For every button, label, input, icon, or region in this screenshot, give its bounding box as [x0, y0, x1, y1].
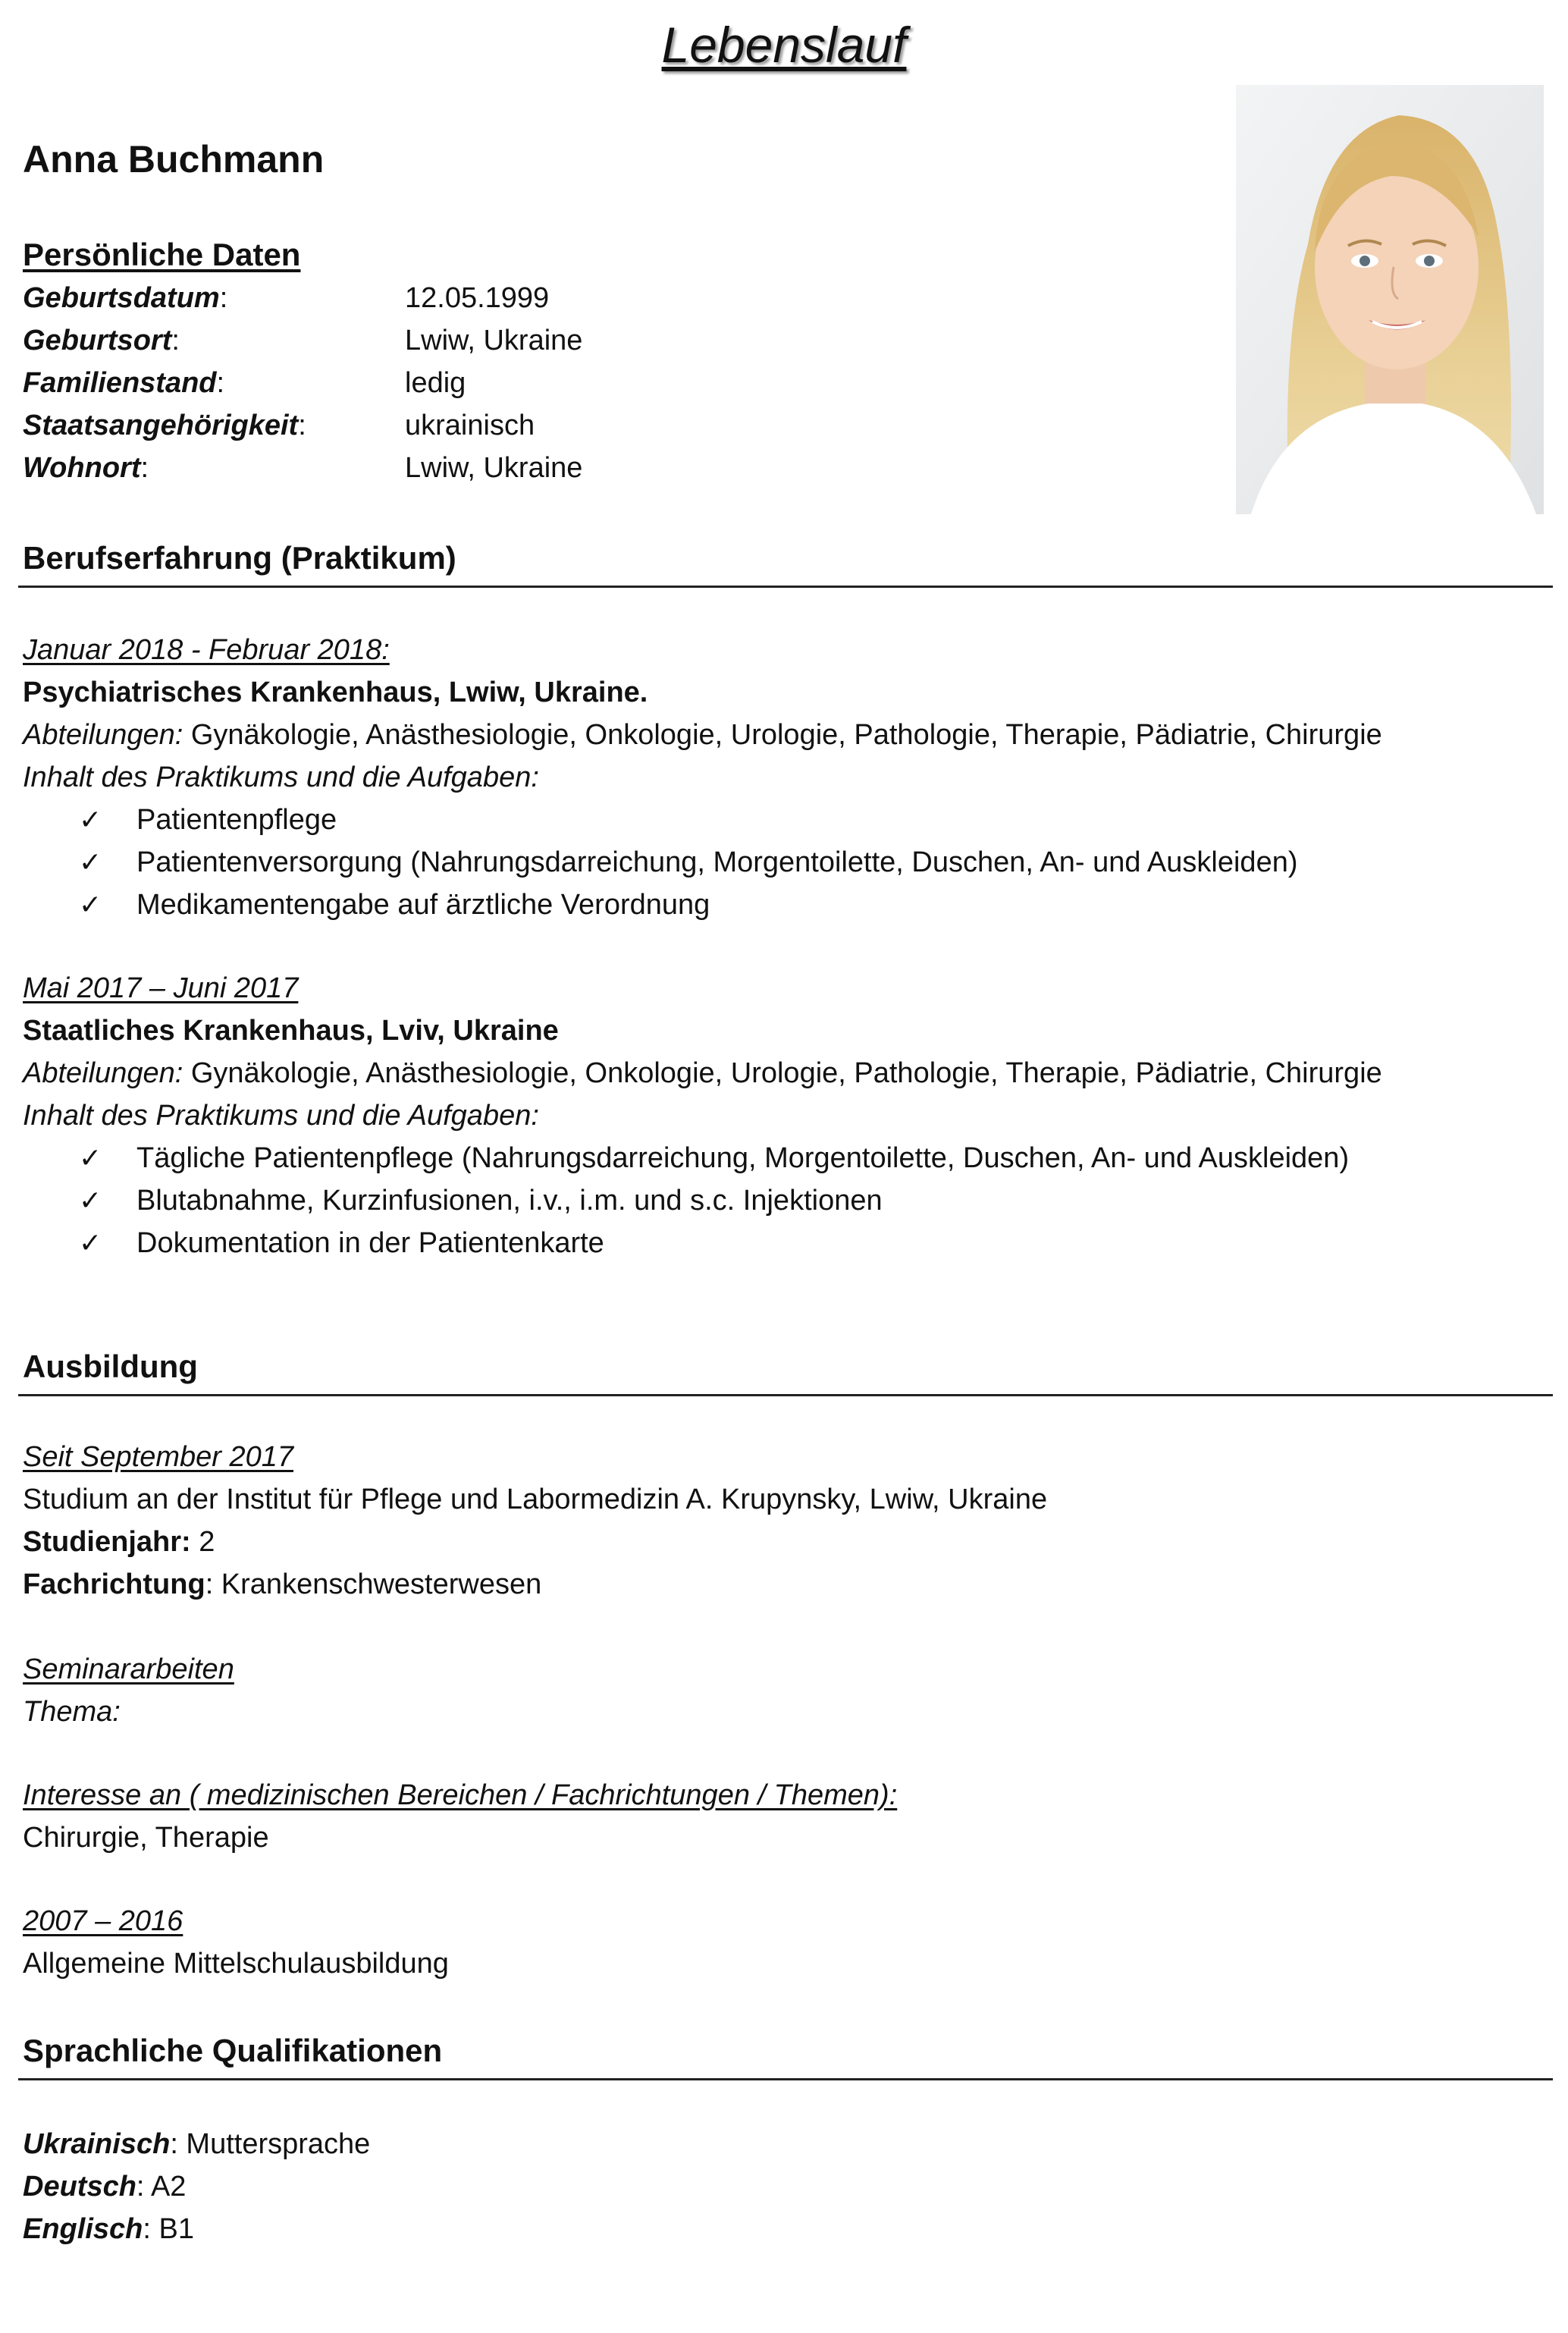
entry-employer: Staatliches Krankenhaus, Lviv, Ukraine: [23, 1015, 559, 1047]
personal-row-value: ledig: [405, 367, 466, 399]
section-divider: [18, 586, 1553, 588]
person-name: Anna Buchmann: [23, 138, 325, 181]
task-item: Dokumentation in der Patientenkarte: [136, 1227, 604, 1259]
language-item: Ukrainisch: Muttersprache: [23, 2128, 371, 2160]
seminar-heading: Seminararbeiten: [23, 1653, 234, 1685]
personal-row-label: Geburtsdatum:: [23, 282, 228, 314]
interest-heading: Interesse an ( medizinischen Bereichen / Fachrichtungen / Themen):: [23, 1779, 898, 1811]
seminar-topic: Thema:: [23, 1696, 121, 1728]
personal-row-label: Familienstand:: [23, 367, 225, 399]
education-study: Studium an der Institut für Pflege und Labormedizin A. Krupynsky, Lwiw, Ukraine: [23, 1484, 1048, 1515]
personal-row-value: Lwiw, Ukraine: [405, 452, 583, 484]
personal-row-label: Geburtsort:: [23, 325, 180, 356]
check-icon: ✓: [79, 1185, 102, 1216]
section-divider: [18, 1394, 1553, 1396]
portrait-icon: [1236, 85, 1544, 514]
school-period: 2007 – 2016: [23, 1905, 183, 1937]
language-item: Englisch: B1: [23, 2213, 194, 2245]
page-title: Lebenslauf: [661, 17, 907, 73]
education-study-year: Studienjahr: 2: [23, 1526, 215, 1558]
interest-value: Chirurgie, Therapie: [23, 1822, 269, 1854]
check-icon: ✓: [79, 1142, 102, 1173]
entry-departments: Abteilungen: Gynäkologie, Anästhesiologie, Onkologie, Urologie, Pathologie, Therapie, Pädiatrie, Chirurgie: [23, 1057, 1382, 1089]
personal-data-heading: Persönliche Daten: [23, 237, 301, 272]
personal-row-value: Lwiw, Ukraine: [405, 325, 583, 356]
task-item: Blutabnahme, Kurzinfusionen, i.v., i.m. und s.c. Injektionen: [136, 1185, 883, 1217]
entry-period: Mai 2017 – Juni 2017: [23, 972, 299, 1004]
personal-row-label: Staatsangehörigkeit:: [23, 410, 306, 441]
school-name: Allgemeine Mittelschulausbildung: [23, 1948, 449, 1980]
education-since: Seit September 2017: [23, 1441, 294, 1473]
check-icon: ✓: [79, 1227, 102, 1258]
personal-row-value: ukrainisch: [405, 410, 535, 441]
entry-departments: Abteilungen: Gynäkologie, Anästhesiologie, Onkologie, Urologie, Pathologie, Therapie, Pädiatrie, Chirurgie: [23, 719, 1382, 751]
education-heading: Ausbildung: [23, 1349, 198, 1384]
personal-row-label: Wohnort:: [23, 452, 149, 484]
task-item: Tägliche Patientenpflege (Nahrungsdarreichung, Morgentoilette, Duschen, An- und Auskleiden): [136, 1142, 1350, 1174]
experience-heading: Berufserfahrung (Praktikum): [23, 540, 456, 576]
check-icon: ✓: [79, 804, 102, 835]
entry-period: Januar 2018 - Februar 2018:: [23, 634, 390, 666]
entry-tasks-label: Inhalt des Praktikums und die Aufgaben:: [23, 1100, 539, 1132]
entry-employer: Psychiatrisches Krankenhaus, Lwiw, Ukraine.: [23, 677, 648, 708]
entry-tasks-label: Inhalt des Praktikums und die Aufgaben:: [23, 761, 539, 793]
check-icon: ✓: [79, 846, 102, 878]
personal-row-value: 12.05.1999: [405, 282, 550, 314]
task-item: Medikamentengabe auf ärztliche Verordnung: [136, 889, 710, 921]
section-divider: [18, 2078, 1553, 2080]
education-field: Fachrichtung: Krankenschwesterwesen: [23, 1568, 542, 1600]
portrait-photo: [1236, 85, 1544, 514]
check-icon: ✓: [79, 889, 102, 920]
task-item: Patientenpflege: [136, 804, 337, 836]
language-item: Deutsch: A2: [23, 2171, 187, 2203]
languages-heading: Sprachliche Qualifikationen: [23, 2033, 443, 2068]
task-item: Patientenversorgung (Nahrungsdarreichung, Morgentoilette, Duschen, An- und Auskleiden): [136, 846, 1298, 878]
